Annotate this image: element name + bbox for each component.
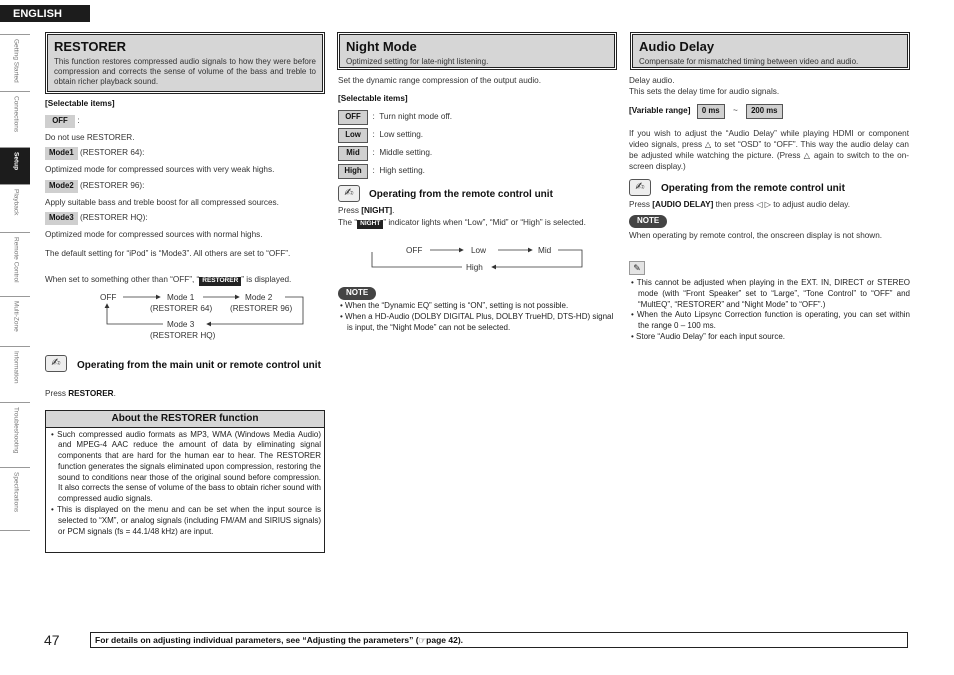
flow-mode2-sub: (RESTORER 96) — [230, 304, 293, 313]
memo-item: • This cannot be adjusted when playing in the EXT. IN, DIRECT or STEREO mode (with “Front Speaker” set to “Large”, “Tone Control” to “OFF” and “MultEQ”, “RESTORER” and “Night Mode” to “OFF”.) — [631, 278, 910, 309]
flow-mode3-sub: (RESTORER HQ) — [150, 331, 216, 340]
night-flow-low: Low — [471, 246, 487, 255]
restorer-remote-press — [45, 388, 116, 399]
night-desc-low: Low setting. — [379, 130, 424, 139]
night-note-text: When the “Dynamic EQ” setting is “ON”, setting is not possible. — [345, 301, 569, 310]
memo-text: When the Auto Lipsync Correction function is operating, you can set within the range 0 – 100 ms. — [636, 310, 910, 331]
about-bullet: • This is displayed on the menu and can be set when the input source is selected to “XM”, or analog signals (including FM/AM and SIRIUS signals) or PCM signals (fs = 44.1/48 kHz) are input. — [51, 505, 321, 536]
indicator-pre: The “ — [338, 218, 358, 227]
night-note: • When the “Dynamic EQ” setting is “ON”, setting is not possible. — [340, 301, 569, 310]
night-notes — [338, 301, 620, 333]
restorer-indicator: RESTORER — [199, 277, 241, 286]
night-mode-intro: Set the dynamic range compression of the output audio. — [338, 76, 541, 85]
night-remote-heading: Operating from the remote control unit — [369, 189, 553, 200]
footer-text-post: page 42). — [426, 635, 464, 645]
range-sep: ~ — [733, 106, 738, 115]
nav-item-getting-started[interactable] — [0, 35, 30, 92]
page-number: 47 — [44, 632, 60, 648]
remote-control-icon: ✍ — [338, 185, 360, 202]
night-tag-off: OFF — [338, 110, 368, 125]
audio-delay-key: [AUDIO DELAY] — [652, 200, 714, 209]
memo-tag — [629, 261, 645, 275]
restorer-suffix-mode3: (RESTORER HQ): — [79, 213, 148, 222]
nav-label: Playback — [12, 189, 20, 216]
press-pre: Press — [45, 389, 69, 398]
restorer-item-mode1 — [45, 147, 325, 175]
page-reference-icon: ☞ — [418, 635, 427, 645]
nav-item-connections[interactable] — [0, 92, 30, 148]
memo-text: This cannot be adjusted when playing in the EXT. IN, DIRECT or STEREO mode (with “Front Speaker” set to “Large”, “Tone Control” to “OFF” and “MultEQ”, “RESTORER” and “Night Mode” to “OFF”.) — [636, 278, 910, 309]
range-max: 200 ms — [746, 104, 782, 119]
restorer-key: RESTORER — [68, 389, 114, 398]
press-post: . — [113, 389, 116, 398]
audio-delay-press — [629, 199, 850, 210]
night-indicator-text — [338, 217, 618, 229]
restorer-item-mode2 — [45, 180, 325, 208]
restorer-tag-mode3: Mode3 — [45, 212, 78, 225]
night-item-low: Low : Low setting. — [338, 128, 618, 143]
restorer-desc-off: Do not use RESTORER. — [45, 132, 135, 142]
nav-item-multi-zone[interactable] — [0, 297, 30, 347]
nav-item-playback[interactable] — [0, 185, 30, 233]
night-desc-high: High setting. — [379, 166, 425, 175]
about-bullet-text: This is displayed on the menu and can be set when the input source is selected to “XM”, or analog signals (including FM/AM and SIRIUS signals) or PCM signals (fs = 44.1/48 kHz) are input. — [56, 505, 321, 536]
night-mode-selectable-label: [Selectable items] — [338, 94, 408, 103]
nav-item-remote-control[interactable] — [0, 233, 30, 297]
nav-label: Getting Started — [12, 39, 20, 83]
night-flow-diagram — [338, 240, 620, 276]
nav-item-specifications[interactable] — [0, 468, 30, 531]
flow-mode2: Mode 2 — [245, 293, 273, 302]
remote-control-icon: ✍ — [45, 355, 67, 372]
night-note: • When a HD-Audio (DOLBY DIGITAL Plus, DOLBY TrueHD, DTS-HD) signal is input, the “Night Mode” can not be selected. — [340, 311, 614, 332]
restorer-remote-heading: Operating from the main unit or remote control unit — [77, 360, 321, 371]
night-note-text: When a HD-Audio (DOLBY DIGITAL Plus, DOLBY TrueHD, DTS-HD) signal is input, the “Night Mode” can not be selected. — [345, 311, 614, 332]
remote-control-icon: ✍ — [629, 179, 651, 196]
memo-text: Store “Audio Delay” for each input source. — [636, 331, 785, 341]
restorer-tag-mode2: Mode2 — [45, 180, 78, 193]
display-note-pre: When set to something other than “OFF”, “ — [45, 275, 200, 284]
restorer-display-note — [45, 274, 327, 286]
about-bullet-text: Such compressed audio formats as MP3, WMA (Windows Media Audio) and MPEG-4 AAC reduce the amount of data by eliminating signal components that are hard for the human ear to hear. The RESTORER function generates the signals eliminated upon compression, restoring the sound to conditions near those of the original sound before compression. It also corrects the sense of volume of the bass to obtain richer sound with compressed audio signals. — [57, 429, 321, 504]
remote-icon-night — [338, 185, 362, 202]
night-key: [NIGHT] — [361, 206, 393, 215]
night-item-off: OFF : Turn night mode off. — [338, 110, 618, 125]
about-restorer-box — [45, 410, 325, 553]
pencil-icon: ✎ — [629, 261, 645, 275]
note-label: NOTE — [338, 287, 376, 300]
audio-delay-header — [632, 34, 908, 68]
memo-item: • Store “Audio Delay” for each input source. — [631, 331, 785, 341]
night-flow-off: OFF — [406, 246, 423, 255]
night-tag-mid: Mid — [338, 146, 368, 161]
restorer-title: RESTORER — [54, 39, 126, 54]
night-mode-title: Night Mode — [346, 39, 417, 54]
night-mode-header — [339, 34, 615, 68]
restorer-tag-off: OFF — [45, 115, 75, 128]
restorer-suffix-off: : — [77, 116, 80, 125]
nav-label: Connections — [12, 96, 20, 133]
flow-mode3: Mode 3 — [167, 320, 195, 329]
night-arrow-3 — [492, 250, 582, 267]
audio-delay-intro2: This sets the delay time for audio signals. — [629, 87, 780, 96]
night-press — [338, 205, 394, 216]
flow-mode1-sub: (RESTORER 64) — [150, 304, 213, 313]
audio-delay-range — [629, 104, 783, 119]
flow-off: OFF — [100, 293, 117, 302]
restorer-desc-mode3: Optimized mode for compressed sources with normal highs. — [45, 229, 263, 239]
display-note-post: ” is displayed. — [241, 275, 292, 284]
press-post: . — [392, 206, 395, 215]
nav-label: Information — [12, 351, 20, 384]
nav-label: Troubleshooting — [12, 407, 20, 454]
note-label: NOTE — [629, 215, 667, 228]
restorer-header — [47, 34, 323, 92]
restorer-flow-diagram — [45, 288, 327, 344]
night-tag-high: High — [338, 164, 368, 179]
press-pre: Press — [629, 200, 653, 209]
nav-item-troubleshooting[interactable] — [0, 403, 30, 468]
audio-delay-note-tag — [629, 215, 667, 228]
remote-icon-delay — [629, 179, 653, 196]
press-post: then press ◁ ▷ to adjust audio delay. — [713, 200, 851, 209]
about-restorer-body — [46, 428, 324, 540]
night-mode-description: Optimized setting for late-night listening. — [346, 56, 489, 66]
memo-item: • When the Auto Lipsync Correction function is operating, you can set within the range 0 – 100 ms. — [631, 310, 910, 331]
range-label: [Variable range] — [629, 106, 691, 115]
nav-label: Specifications — [12, 472, 20, 513]
night-desc-off: Turn night mode off. — [379, 112, 453, 121]
restorer-default-note: The default setting for “iPod” is “Mode3”. All others are set to “OFF”. — [45, 249, 291, 258]
footer-note — [90, 632, 908, 648]
night-indicator: NIGHT — [357, 220, 383, 229]
nav-label: Setup — [12, 152, 20, 171]
nav-item-setup[interactable] — [0, 148, 30, 185]
nav-item-information[interactable] — [0, 347, 30, 403]
indicator-post: ” indicator lights when “Low”, “Mid” or “High” is selected. — [383, 218, 586, 227]
nav-label: Multi-Zone — [12, 301, 20, 332]
press-pre: Press — [338, 206, 362, 215]
night-tag-low: Low — [338, 128, 368, 143]
restorer-item-off — [45, 115, 325, 143]
night-note-tag — [338, 287, 376, 300]
audio-delay-memo — [629, 278, 910, 343]
restorer-desc-mode2: Apply suitable bass and treble boost for all compressed sources. — [45, 197, 279, 207]
nav-label: Remote Control — [12, 237, 20, 283]
remote-icon-restorer — [45, 355, 69, 372]
language-tab: ENGLISH — [0, 5, 90, 22]
range-min: 0 ms — [697, 104, 725, 119]
audio-delay-remote-heading: Operating from the remote control unit — [661, 183, 845, 194]
side-nav — [0, 34, 30, 530]
flow-mode1: Mode 1 — [167, 293, 195, 302]
night-item-mid: Mid : Middle setting. — [338, 146, 618, 161]
audio-delay-title: Audio Delay — [639, 39, 715, 54]
restorer-suffix-mode2: (RESTORER 96): — [79, 181, 145, 190]
footer-text-pre: For details on adjusting individual parameters, see “Adjusting the parameters” ( — [95, 635, 419, 645]
night-flow-mid: Mid — [538, 246, 552, 255]
night-item-high: High : High setting. — [338, 164, 618, 179]
night-flow-high: High — [466, 263, 483, 272]
restorer-selectable-label: [Selectable items] — [45, 99, 115, 108]
audio-delay-hdmi-text: If you wish to adjust the “Audio Delay” while playing HDMI or component video signals, press △ to set “OSD” to “OFF”. This way the audio delay can be adjusted while watching the picture. (Press △ again to switch to the on-screen display.) — [629, 129, 909, 172]
restorer-tag-mode1: Mode1 — [45, 147, 78, 160]
audio-delay-intro1: Delay audio. — [629, 76, 675, 85]
restorer-item-mode3 — [45, 212, 325, 240]
night-desc-mid: Middle setting. — [379, 148, 433, 157]
restorer-suffix-mode1: (RESTORER 64): — [79, 148, 145, 157]
restorer-desc-mode1: Optimized mode for compressed sources with very weak highs. — [45, 164, 275, 174]
about-bullet: • Such compressed audio formats as MP3, WMA (Windows Media Audio) and MPEG-4 AAC reduce the amount of data by eliminating signal components that are hard for the human ear to hear. The RESTORER function generates the signals eliminated upon compression, restoring the sound to conditions near those of the original sound before compression. It also corrects the sense of volume of the bass to obtain richer sound with compressed audio signals. — [51, 429, 321, 504]
about-restorer-title: About the RESTORER function — [46, 411, 324, 428]
audio-delay-note-text: When operating by remote control, the onscreen display is not shown. — [629, 231, 883, 240]
audio-delay-description: Compensate for mismatched timing between video and audio. — [639, 56, 859, 66]
restorer-description: This function restores compressed audio signals to how they were before compression and corrects the sense of volume of the bass and treble to obtain richer playback sound. — [54, 56, 316, 87]
